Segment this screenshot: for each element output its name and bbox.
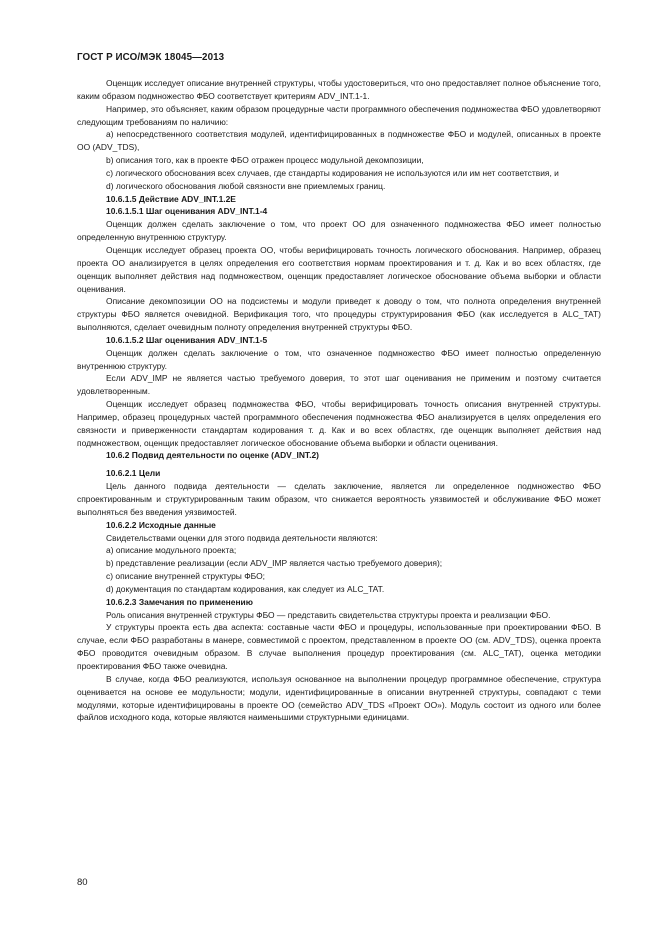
body-paragraph: В случае, когда ФБО реализуются, используя основанное на выполнении процедур программное обеспечение, структура оценивается на основе ее модульности; модули, идентифицированные в описании внутренней структуры, совпадают с теми модулями, которые идентифицированы в проекте ОО (семейство ADV_TDS «Проект ОО»). Модуль состоит из одного или более файлов исходного кода, которые являются наименьшими структурными единицами. (77, 673, 601, 723)
body-paragraph: Если ADV_IMP не является частью требуемого доверия, то этот шаг оценивания не применим и поэтому считается удовлетворенным. (77, 373, 601, 397)
list-item: d) документация по стандартам кодирования, как следует из ALC_TAT. (106, 583, 385, 594)
body-paragraph: Оценщик исследует образец проекта ОО, чтобы верифицировать точность логического обоснования. Например, образец проекта ОО анализируется в целях определения его соответствия нормам проектирования и т. д. Как и во всех областях, где оценщик выполняет действия над подмножеством, оценщик предоставляет логическое обоснование объема выборки и области оценивания. (77, 244, 601, 294)
body-paragraph: Оценщик исследует описание внутренней структуры, чтобы удостовериться, что оно предоставляет полное объяснение того, каким образом подмножество ФБО соответствует критериям ADV_INT.1-1. (77, 78, 601, 101)
section-heading: 10.6.2 Подвид деятельности по оценке (ADV_INT.2) (106, 450, 319, 461)
body-paragraph: Цель данного подвида деятельности — сделать заключение, является ли определенное подмножество ФБО спроектированным и структурированным таким образом, что снижается вероятность уязвимостей и обслуживание ФБО может выполняться без введения уязвимостей. (77, 481, 601, 517)
standard-header: ГОСТ Р ИСО/МЭК 18045—2013 (77, 52, 225, 63)
list-item: а) непосредственного соответствия модулей, идентифицированных в подмножестве ФБО и модулей, описанных в проекте ОО (ADV_TDS), (77, 129, 601, 153)
body-paragraph: Свидетельствами оценки для этого подвида деятельности являются: (106, 532, 378, 543)
body-paragraph: Описание декомпозиции ОО на подсистемы и модули приведет к доводу о том, что полнота определения внутренней структуры ФБО является очевидной. Верификация того, что процедуры структурирования ФБО (как исследуется в ALC_TAT) выполняются, сделает очевидным полноту определения внутренней структуры ФБО. (77, 296, 601, 333)
section-heading: 10.6.2.3 Замечания по применению (106, 596, 253, 607)
body-paragraph: Например, это объясняет, каким образом процедурные части программного обеспечения подмножества ФБО удовлетворяют следующим требованиям по наличию: (77, 103, 601, 127)
body-paragraph: У структуры проекта есть два аспекта: составные части ФБО и процедуры, использованные при проектировании ФБО. В случае, если ФБО разработаны в манере, совместимой с проектом, представленном в проекте ОО (см. ADV_TDS), оценка проекта ФБО проводится очевидным образом. В случае выполнения процедур проектирования (см. ALC_TAT), оценка методики проектирования ФБО также очевидна. (77, 622, 601, 671)
list-item: d) логического обоснования любой связности вне приемлемых границ. (106, 180, 386, 191)
section-heading: 10.6.1.5 Действие ADV_INT.1.2E (106, 193, 236, 204)
list-item: b) представление реализации (если ADV_IMP является частью требуемого доверия); (106, 558, 443, 569)
body-paragraph: Оценщик должен сделать заключение о том, что проект ОО для означенного подмножества ФБО имеет полностью определенную внутреннюю структуру. (77, 219, 601, 243)
page-number: 80 (77, 877, 88, 888)
section-heading: 10.6.1.5.1 Шаг оценивания ADV_INT.1-4 (106, 206, 268, 217)
document-body (77, 77, 601, 724)
section-heading: 10.6.2.1 Цели (106, 468, 161, 479)
list-item: с) логического обоснования всех случаев, где стандарты кодирования не используются или им нет соответствия, и (106, 167, 559, 178)
list-item: b) описания того, как в проекте ФБО отражен процесс модульной декомпозиции, (106, 155, 424, 166)
list-item: с) описание внутренней структуры ФБО; (106, 571, 265, 582)
body-paragraph: Роль описания внутренней структуры ФБО — представить свидетельства структуры проекта и реализации ФБО. (106, 609, 551, 620)
body-paragraph: Оценщик исследует образец подмножества ФБО, чтобы верифицировать точность описания внутренней структуры. Например, образец процедурных частей программного обеспечения подмножества ФБО анализируется в целях определения его связности и приверженности стандартам кодирования т. д. Как и во всех областях, где оценщик выполняет действия над подмножеством, оценщик предоставляет логическое обоснование объема выборки и области оценивания. (77, 399, 601, 448)
body-paragraph: Оценщик должен сделать заключение о том, что означенное подмножество ФБО имеет полностью определенную внутреннюю структуру. (77, 347, 601, 371)
section-heading: 10.6.2.2 Исходные данные (106, 519, 216, 530)
section-heading: 10.6.1.5.2 Шаг оценивания ADV_INT.1-5 (106, 334, 268, 345)
list-item: а) описание модульного проекта; (106, 545, 237, 556)
